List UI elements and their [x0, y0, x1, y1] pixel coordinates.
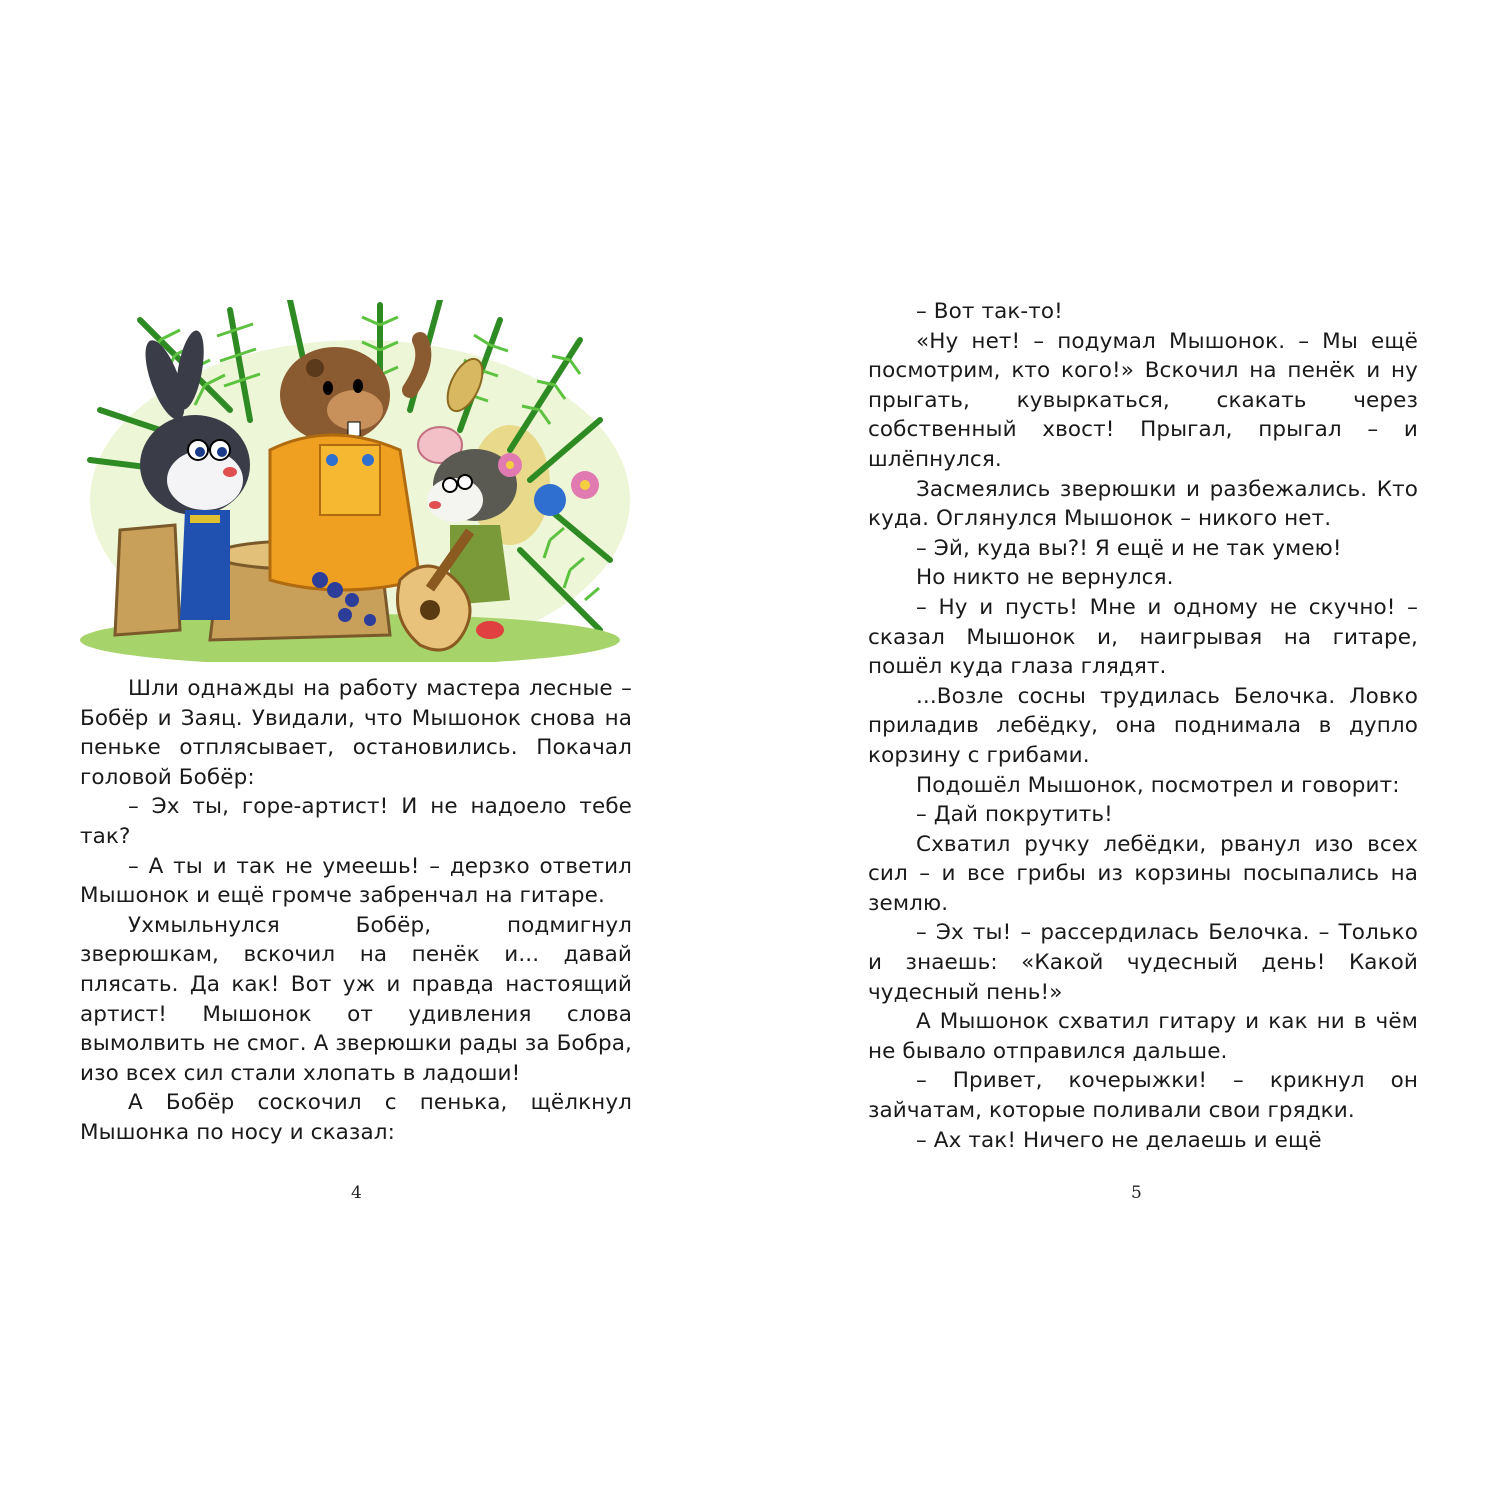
- paragraph: Схватил ручку лебёдки, рванул изо всех сил – и все грибы из корзины посыпались на землю.: [868, 831, 1418, 916]
- paragraph: ...Возле сосны трудилась Белочка. Ловко приладив лебёдку, она поднимала в дупло корзину с грибами.: [868, 683, 1418, 768]
- paragraph: – Привет, кочерыжки! – крикнул он зайчатам, которые поливали свои грядки.: [868, 1068, 1418, 1124]
- paragraph: Шли однажды на работу мастера лесные – Бобёр и Заяц. Увидали, что Мышонок снова на пеньке отплясывает, остановились. Покачал головой Бобёр:: [80, 676, 632, 790]
- page-number-left: 4: [351, 1183, 362, 1203]
- paragraph: Подошёл Мышонок, посмотрел и говорит:: [916, 772, 1400, 798]
- paragraph: – Дай покрутить!: [916, 802, 1113, 828]
- paragraph: – Эх ты, горе-артист! И не надоело тебе так?: [80, 794, 632, 849]
- paragraph: – А ты и так не умеешь! – дерзко ответил Мышонок и ещё громче забренчал на гитаре.: [80, 853, 632, 909]
- paragraph: – Вот так-то!: [916, 299, 1063, 324]
- paragraph: – Эй, куда вы?! Я ещё и не так умею!: [916, 535, 1342, 561]
- paragraph: – Эх ты! – рассердилась Белочка. – Только и знаешь: «Какой чудесный день! Какой чудесный пень!»: [868, 920, 1418, 1005]
- paragraph: – Ах так! Ничего не делаешь и ещё: [916, 1127, 1322, 1153]
- page-number-right: 5: [1131, 1183, 1142, 1203]
- paragraph: Ухмыльнулся Бобёр, подмигнул зверюшкам, вскочил на пенёк и... давай плясать. Да как! Вот уж и правда настоящий артист! Мышонок от удивления слова вымолвить не смог. А зверюшки рады за Бобра, изо всех сил стали хлопать в ладоши!: [80, 912, 632, 1086]
- paragraph: Но никто не вернулся.: [916, 565, 1174, 591]
- right-page-text: [868, 297, 1418, 1155]
- left-page-text: [80, 674, 632, 1148]
- forest-illustration: [80, 300, 632, 662]
- paragraph: А Мышонок схватил гитару и как ни в чём не бывало отправился дальше.: [868, 1009, 1418, 1064]
- paragraph: А Бобёр соскочил с пенька, щёлкнул Мышонка по носу и сказал:: [80, 1090, 632, 1145]
- small-stump: [115, 525, 180, 635]
- paragraph: Засмеялись зверюшки и разбежались. Кто куда. Оглянулся Мышонок – никого нет.: [868, 476, 1418, 532]
- paragraph: – Ну и пусть! Мне и одному не скучно! – сказал Мышонок и, наигрывая на гитаре, пошёл куда глаза глядят.: [868, 594, 1418, 680]
- paragraph: «Ну нет! – подумал Мышонок. – Мы ещё посмотрим, кто кого!» Вскочил на пенёк и ну прыгать, кувыркаться, скакать через собственный хвост! Прыгал, прыгал – и шлёпнулся.: [868, 328, 1418, 472]
